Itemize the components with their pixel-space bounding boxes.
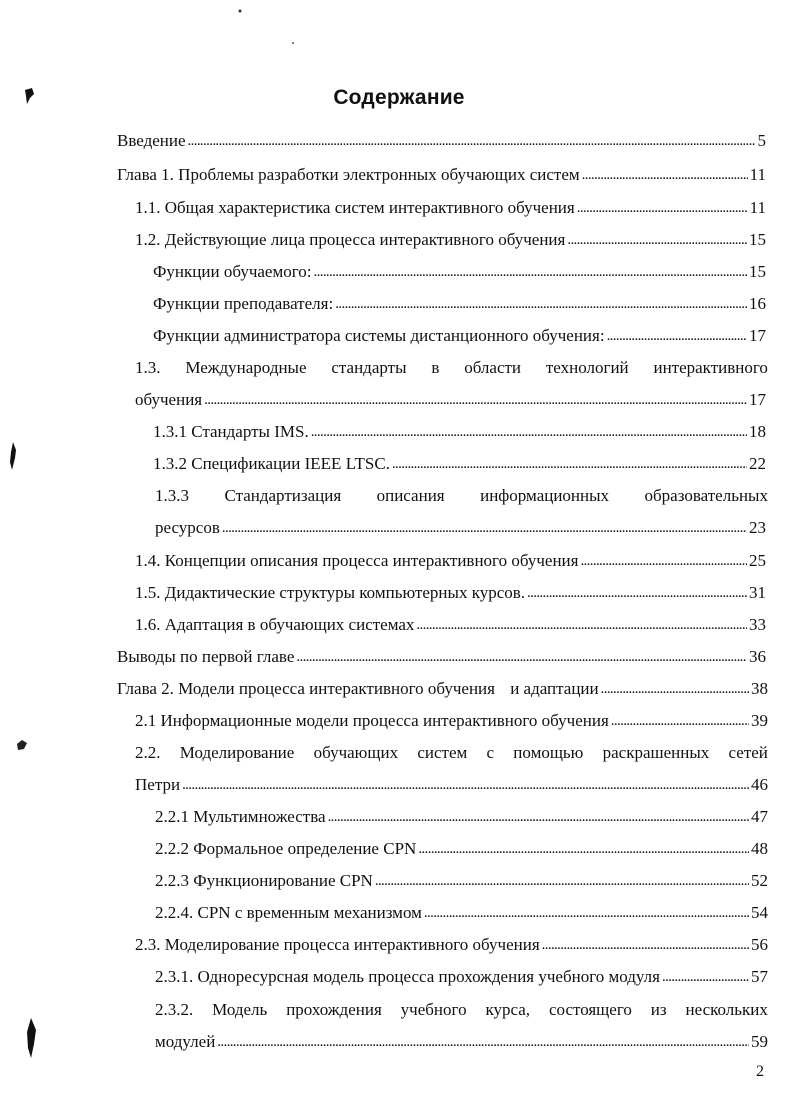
toc-leader-dots [392, 453, 747, 474]
toc-entry-text: обучения [135, 390, 203, 409]
toc-entry-page: 31 [749, 583, 766, 602]
toc-entry-chapter-1[interactable] [117, 165, 766, 185]
toc-leader-dots [204, 389, 747, 410]
toc-entry-page: 56 [751, 935, 768, 954]
toc-leader-dots [424, 902, 749, 923]
toc-entry-page: 15 [749, 262, 766, 281]
toc-word: Модель [212, 1000, 268, 1019]
toc-entry-page: 17 [749, 390, 766, 409]
toc-entry-page: 54 [751, 903, 768, 922]
toc-entry-1-3-3-line1[interactable] [155, 486, 768, 506]
toc-entry-text: 2.2.4. CPN с временным механизмом [155, 903, 422, 922]
toc-entry-2-3-2-line1[interactable] [155, 1000, 768, 1020]
toc-word: нескольких [685, 1000, 768, 1019]
toc-entry-text: Функции преподавателя: [153, 294, 334, 313]
toc-entry-text: Функции администратора системы дистанционного обучения: [153, 326, 605, 345]
toc-word: области [464, 358, 522, 377]
toc-entry-2-3-1[interactable] [155, 967, 768, 987]
scan-speck-mark [14, 738, 30, 752]
toc-word: Моделирование [179, 743, 295, 762]
toc-leader-dots [607, 325, 747, 346]
toc-entry-text: 2.2.2 Формальное определение CPN [155, 839, 417, 858]
toc-word: Стандартизация [224, 486, 342, 505]
toc-word: интерактивного [653, 358, 768, 377]
toc-leader-dots [222, 517, 747, 538]
toc-word: состоящего [548, 1000, 632, 1019]
toc-entry-2-1[interactable] [135, 711, 768, 731]
toc-entry-2-2-4[interactable] [155, 903, 768, 923]
toc-entry-page: 11 [749, 198, 766, 217]
toc-entry-page: 15 [749, 230, 766, 249]
toc-word: систем [417, 743, 468, 762]
toc-word: раскрашенных [602, 743, 710, 762]
toc-word: учебного [400, 1000, 467, 1019]
toc-entry-text: ресурсов [155, 518, 220, 537]
toc-entry-1-3-line2[interactable] [135, 390, 766, 410]
toc-entry-1-6[interactable] [135, 615, 766, 635]
toc-entry-page: 18 [749, 422, 766, 441]
toc-word: с [486, 743, 495, 762]
toc-entry-page: 57 [751, 967, 768, 986]
toc-entry-text: Петри [135, 775, 181, 794]
toc-entry-text: Глава 1. Проблемы разработки электронных обучающих систем [117, 165, 580, 184]
scan-speck-mark [6, 440, 20, 472]
toc-leader-dots [542, 934, 749, 955]
toc-entry-text: 1.1. Общая характеристика систем интерактивного обучения [135, 198, 575, 217]
toc-word: из [650, 1000, 667, 1019]
toc-leader-dots [418, 838, 749, 859]
scan-speck-mark [237, 8, 243, 14]
toc-entry-text: 1.3.1 Стандарты IMS. [153, 422, 309, 441]
toc-word: Международные [185, 358, 307, 377]
toc-entry-page: 25 [749, 551, 766, 570]
toc-word: технологий [545, 358, 629, 377]
toc-entry-1-3-3-line2[interactable] [155, 518, 766, 538]
toc-leader-dots [314, 261, 747, 282]
toc-entry-page: 52 [751, 871, 768, 890]
toc-entry-page: 36 [749, 647, 766, 666]
toc-entry-2-3[interactable] [135, 935, 768, 955]
toc-leader-dots [416, 614, 747, 635]
toc-entry-text: 2.3.1. Одноресурсная модель процесса прохождения учебного модуля [155, 967, 660, 986]
toc-entry-text: 1.2. Действующие лица процесса интерактивного обучения [135, 230, 566, 249]
toc-entry-text: 1.5. Дидактические структуры компьютерных курсов. [135, 583, 526, 602]
toc-entry-page: 48 [751, 839, 768, 858]
toc-leader-dots [296, 646, 747, 667]
toc-word: в [431, 358, 440, 377]
toc-entry-page: 33 [749, 615, 766, 634]
toc-entry-text: модулей [155, 1032, 216, 1051]
toc-word: помощью [513, 743, 584, 762]
toc-entry-functions-learner[interactable] [153, 262, 766, 282]
scan-speck-mark [290, 40, 296, 46]
scan-speck-mark [22, 1016, 40, 1060]
toc-entry-text: Глава 2. Модели процесса интерактивного обучения [117, 679, 495, 698]
toc-leader-dots [182, 774, 749, 795]
toc-leader-dots [311, 421, 747, 442]
toc-entry-text: 1.3.2 Спецификации IEEE LTSC. [153, 454, 390, 473]
toc-word: обучающих [313, 743, 399, 762]
toc-word: 1.3.3 [155, 486, 189, 505]
toc-word: информационных [480, 486, 610, 505]
toc-entry-page: 23 [749, 518, 766, 537]
toc-leader-dots [335, 293, 747, 314]
toc-entry-page: 59 [751, 1032, 768, 1051]
toc-leader-dots [577, 197, 748, 218]
toc-entry-text: 2.3. Моделирование процесса интерактивного обучения [135, 935, 540, 954]
toc-entry-2-2-2[interactable] [155, 839, 768, 859]
toc-entry-text: 1.6. Адаптация в обучающих системах [135, 615, 415, 634]
toc-leader-dots [328, 806, 749, 827]
toc-leader-dots [601, 678, 749, 699]
page-number: 2 [756, 1063, 764, 1080]
toc-word: прохождения [286, 1000, 382, 1019]
toc-entry-2-2-1[interactable] [155, 807, 768, 827]
toc-word: стандарты [331, 358, 407, 377]
toc-word: 1.3. [135, 358, 161, 377]
toc-leader-dots [188, 130, 756, 151]
toc-entry-text: Введение [117, 131, 186, 150]
toc-entry-page: 5 [757, 131, 766, 150]
toc-leader-dots [375, 870, 749, 891]
toc-leader-dots [527, 582, 747, 603]
toc-entry-text-continued: и адаптации [510, 679, 599, 698]
toc-entry-2-3-2-line2[interactable] [155, 1032, 768, 1052]
toc-entry-1-3-2[interactable] [153, 454, 766, 474]
toc-entry-text: 2.2.3 Функционирование CPN [155, 871, 373, 890]
toc-entry-page: 39 [751, 711, 768, 730]
toc-leader-dots [580, 550, 747, 571]
toc-entry-page: 11 [749, 165, 766, 184]
toc-leader-dots [582, 164, 748, 185]
toc-leader-dots [662, 966, 749, 987]
toc-entry-page: 22 [749, 454, 766, 473]
toc-word: 2.3.2. [155, 1000, 194, 1019]
toc-entry-text: Выводы по первой главе [117, 647, 295, 666]
toc-entry-page: 47 [751, 807, 768, 826]
scan-speck-mark [22, 86, 38, 106]
toc-entry-text: Функции обучаемого: [153, 262, 312, 281]
toc-entry-vvedenie[interactable] [117, 131, 766, 151]
toc-entry-1-3-1[interactable] [153, 422, 766, 442]
toc-entry-page: 38 [751, 679, 768, 698]
toc-entry-1-5[interactable] [135, 583, 766, 603]
toc-word: образовательных [644, 486, 768, 505]
toc-entry-vyvody[interactable] [117, 647, 766, 667]
toc-leader-dots [567, 229, 747, 250]
toc-word: 2.2. [135, 743, 161, 762]
toc-entry-1-2[interactable] [135, 230, 766, 250]
page-title: Содержание [333, 86, 465, 109]
toc-entry-functions-admin[interactable] [153, 326, 766, 346]
toc-entry-chapter-2[interactable] [117, 679, 768, 699]
toc-entry-1-3-line1[interactable] [135, 358, 768, 378]
toc-entry-page: 17 [749, 326, 766, 345]
toc-entry-1-1[interactable] [135, 198, 766, 218]
toc-entry-text: 1.4. Концепции описания процесса интерактивного обучения [135, 551, 579, 570]
toc-entry-2-2-3[interactable] [155, 871, 768, 891]
toc-entry-2-2-line1[interactable] [135, 743, 768, 763]
toc-leader-dots [611, 710, 749, 731]
toc-word: описания [376, 486, 445, 505]
toc-word: курса, [485, 1000, 531, 1019]
toc-entry-1-4[interactable] [135, 551, 766, 571]
toc-entry-text: 2.2.1 Мультимножества [155, 807, 326, 826]
toc-entry-functions-teacher[interactable] [153, 294, 766, 314]
toc-leader-dots [217, 1031, 749, 1052]
toc-word: сетей [728, 743, 768, 762]
toc-entry-2-2-line2[interactable] [135, 775, 768, 795]
toc-entry-text: 2.1 Информационные модели процесса интерактивного обучения [135, 711, 609, 730]
toc-entry-page: 16 [749, 294, 766, 313]
toc-entry-page: 46 [751, 775, 768, 794]
